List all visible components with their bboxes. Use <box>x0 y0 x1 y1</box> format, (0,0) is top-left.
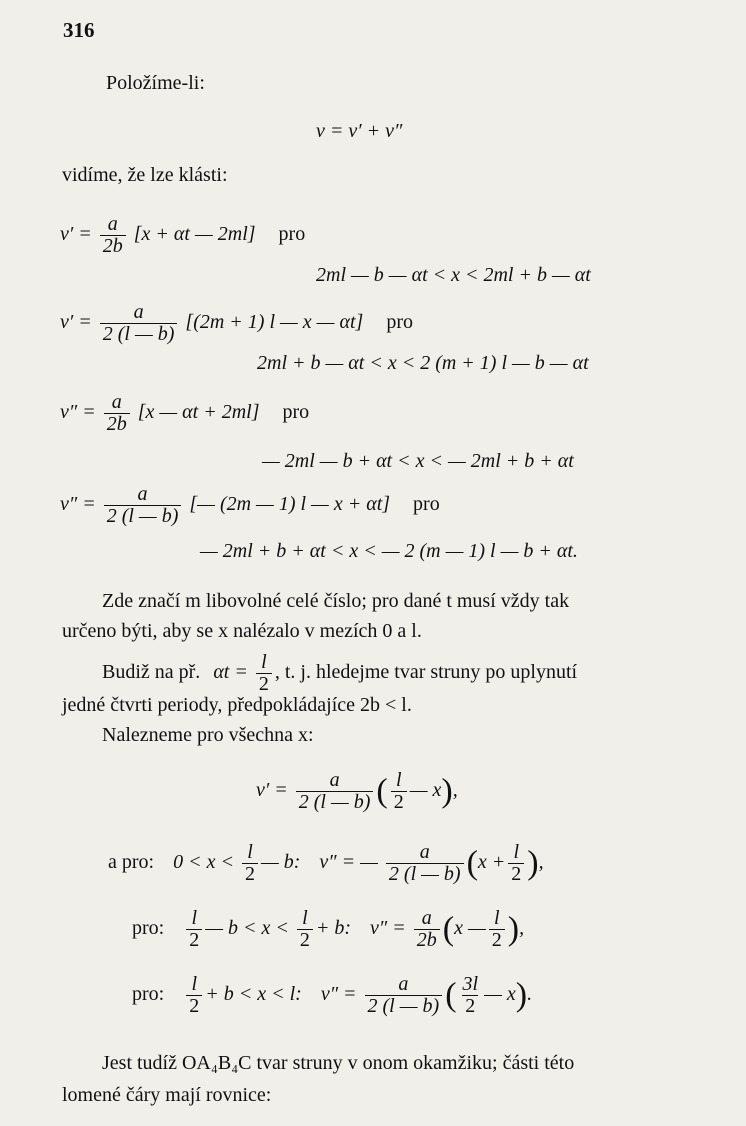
range-1-label: a pro: <box>108 851 155 874</box>
we-see-label: vidíme, že lze klásti: <box>62 164 228 186</box>
case-1-pro: pro <box>278 223 306 246</box>
range-3-label: pro: <box>132 983 165 1006</box>
paragraph-2-eq-lhs: αt = <box>213 661 248 684</box>
case-3-pro: pro <box>282 401 310 424</box>
paragraph-2-line-1 <box>102 652 577 695</box>
final-line-2: lomené čáry mají rovnice: <box>62 1084 272 1106</box>
case-1-bracket: [x + αt — 2ml] <box>133 223 256 246</box>
case-4-lhs: v″ = <box>60 493 96 516</box>
left-paren: ( <box>376 772 388 810</box>
case-2-lhs: v′ = <box>60 311 92 334</box>
range-3: pro: $\frac{l}{2}$ + b < x < l: v″ = $\frac{a}{2 (l — b)}$ ( $\frac{3l}{2}$ — x). <box>132 973 533 1017</box>
case-4-fraction: $\frac{a}{2 (l — b)}$ <box>104 484 182 527</box>
case-3-condition: — 2ml — b + αt < x < — 2ml + b + αt <box>262 450 574 472</box>
case-4-condition: — 2ml + b + αt < x < — 2 (m — 1) l — b + αt. <box>200 540 578 562</box>
case-4-equation <box>60 484 440 527</box>
case-2-fraction: $\frac{a}{2 (l — b)}$ <box>100 302 178 345</box>
eq-all-fraction: $\frac{a}{2 (l — b)}$ <box>296 770 374 813</box>
eq-all-x: v′ = $\frac{a}{2 (l — b)}$ ( $\frac{l}{2}$ — x), <box>256 769 458 813</box>
case-4-bracket: [— (2m — 1) l — x + αt] <box>189 493 391 516</box>
paragraph-2-start: Budiž na př. <box>102 661 201 684</box>
case-3-lhs: v″ = <box>60 401 96 424</box>
paragraph-2-line-2: jedné čtvrti periody, předpokládajíce 2b < l. <box>62 694 412 716</box>
case-3-equation <box>60 392 309 435</box>
case-1-condition: 2ml — b — αt < x < 2ml + b — αt <box>316 264 591 286</box>
paragraph-2-rest: , t. j. hledejme tvar struny po uplynutí <box>274 661 578 684</box>
paragraph-3: Nalezneme pro všechna x: <box>102 724 314 746</box>
case-2-equation <box>60 302 413 345</box>
paragraph-1-line-1: Zde značí m libovolné celé číslo; pro dané t musí vždy tak <box>102 590 570 612</box>
case-2-bracket: [(2m + 1) l — x — αt] <box>185 311 364 334</box>
case-3-fraction: $\frac{a}{2b}$ <box>104 392 130 435</box>
case-3-bracket: [x — αt + 2ml] <box>137 401 260 424</box>
page-number: 316 <box>63 18 95 42</box>
eq-all-inner-fraction: $\frac{l}{2}$ <box>391 770 407 813</box>
final-line-1: Jest tudíž OA₄B₄C tvar struny v onom okamžiku; části této <box>102 1052 575 1074</box>
case-4-pro: pro <box>413 493 440 516</box>
paragraph-1-line-2: určeno býti, aby se x nalézalo v mezích 0 a l. <box>62 620 422 642</box>
range-2-label: pro: <box>132 917 165 940</box>
eq-all-lhs: v′ = <box>256 779 288 802</box>
case-1-fraction: $\frac{a}{2b}$ <box>100 214 126 257</box>
case-1-equation <box>60 214 305 257</box>
right-paren: ) <box>441 772 453 810</box>
intro-label: Položíme-li: <box>106 72 205 94</box>
case-2-condition: 2ml + b — αt < x < 2 (m + 1) l — b — αt <box>257 352 589 374</box>
case-2-pro: pro <box>386 311 413 334</box>
paragraph-2-fraction: $\frac{l}{2}$ <box>256 652 272 695</box>
main-equation: v = v′ + v″ <box>316 120 403 142</box>
case-1-lhs: v′ = <box>60 223 92 246</box>
range-2: pro: $\frac{l}{2}$ — b < x < $\frac{l}{2}$ + b: v″ = $\frac{a}{2b}$ (x — $\frac{l}{2}$ ), <box>132 907 525 951</box>
range-1: a pro: 0 < x < $\frac{l}{2}$ — b: v″ = — $\frac{a}{2 (l — b)}$ (x + $\frac{l}{2}$ ), <box>108 841 544 885</box>
